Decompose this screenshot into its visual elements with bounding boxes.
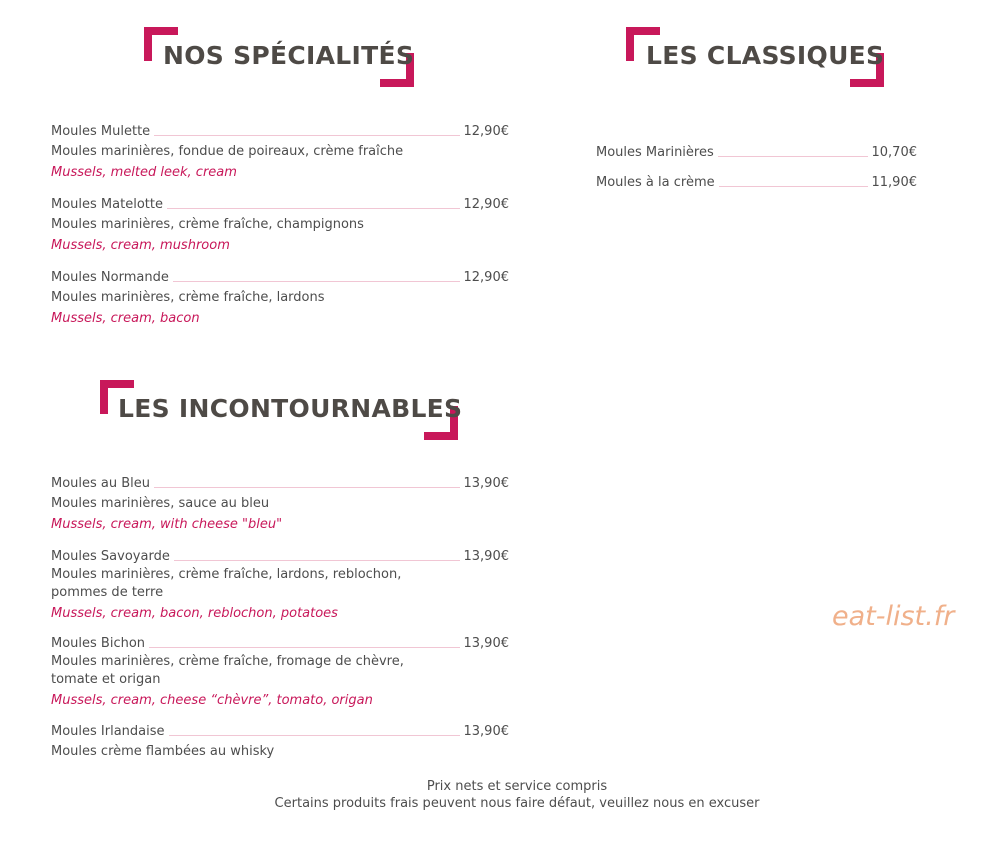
section-title-incontournables xyxy=(100,380,463,440)
item-name: Moules Marinières xyxy=(596,145,714,160)
menu-item xyxy=(51,268,509,328)
item-name: Moules au Bleu xyxy=(51,476,151,491)
section-title: NOS SPÉCIALITÉS xyxy=(163,41,415,70)
item-name: Moules Bichon xyxy=(51,636,146,651)
item-description: tomate et origan xyxy=(51,672,161,687)
item-price: 13,90€ xyxy=(463,636,509,651)
item-price: 12,90€ xyxy=(463,197,509,212)
item-price: 12,90€ xyxy=(463,124,509,139)
item-translation: Mussels, cream, bacon, reblochon, potatoes xyxy=(51,606,338,621)
item-name: Moules Normande xyxy=(51,270,169,285)
menu-item xyxy=(51,195,509,255)
leader-line xyxy=(718,156,868,157)
item-description: Moules marinières, crème fraîche, lardons, reblochon, xyxy=(51,567,402,582)
footer-line: Certains produits frais peuvent nous faire défaut, veuillez nous en excuser xyxy=(274,796,760,811)
item-description: pommes de terre xyxy=(51,585,164,600)
menu-item xyxy=(51,122,509,182)
item-name: Moules Irlandaise xyxy=(51,724,165,739)
item-description: Moules marinières, crème fraîche, fromage de chèvre, xyxy=(51,654,404,669)
item-price: 13,90€ xyxy=(463,724,509,739)
item-name: Moules à la crème xyxy=(596,175,715,190)
item-translation: Mussels, cream, bacon xyxy=(51,311,200,326)
leader-line xyxy=(154,487,459,488)
leader-line xyxy=(154,135,459,136)
section-title: LES INCONTOURNABLES xyxy=(118,394,463,423)
leader-line xyxy=(169,735,460,736)
item-price: 13,90€ xyxy=(463,476,509,491)
item-translation: Mussels, cream, mushroom xyxy=(51,238,230,253)
section-title-specialites xyxy=(144,27,414,87)
menu-item xyxy=(596,173,917,192)
item-translation: Mussels, cream, with cheese "bleu" xyxy=(51,517,283,532)
item-description: Moules marinières, crème fraîche, champignons xyxy=(51,217,364,232)
item-price: 12,90€ xyxy=(463,270,509,285)
section-title: LES CLASSIQUES xyxy=(646,41,885,70)
menu-item xyxy=(51,634,509,710)
menu-item xyxy=(596,143,917,162)
leader-line xyxy=(149,647,459,648)
item-description: Moules marinières, sauce au bleu xyxy=(51,496,270,511)
item-description: Moules marinières, crème fraîche, lardons xyxy=(51,290,325,305)
leader-line xyxy=(167,208,460,209)
item-name: Moules Savoyarde xyxy=(51,549,170,564)
item-name: Moules Mulette xyxy=(51,124,151,139)
menu-item xyxy=(51,547,509,623)
item-price: 10,70€ xyxy=(871,145,917,160)
footer-line: Prix nets et service compris xyxy=(426,779,608,794)
item-translation: Mussels, melted leek, cream xyxy=(51,165,237,180)
leader-line xyxy=(174,560,460,561)
item-description: Moules marinières, fondue de poireaux, crème fraîche xyxy=(51,144,404,159)
item-price: 13,90€ xyxy=(463,549,509,564)
item-description: Moules crème flambées au whisky xyxy=(51,744,275,759)
item-name: Moules Matelotte xyxy=(51,197,163,212)
menu-item xyxy=(51,722,509,761)
footer xyxy=(0,778,989,812)
item-translation: Mussels, cream, cheese “chèvre”, tomato, origan xyxy=(51,693,373,708)
leader-line xyxy=(173,281,460,282)
section-title-classiques xyxy=(626,27,884,87)
leader-line xyxy=(719,186,868,187)
item-price: 11,90€ xyxy=(871,175,917,190)
menu-item xyxy=(51,474,509,534)
watermark-text: eat-list.fr xyxy=(832,601,955,632)
